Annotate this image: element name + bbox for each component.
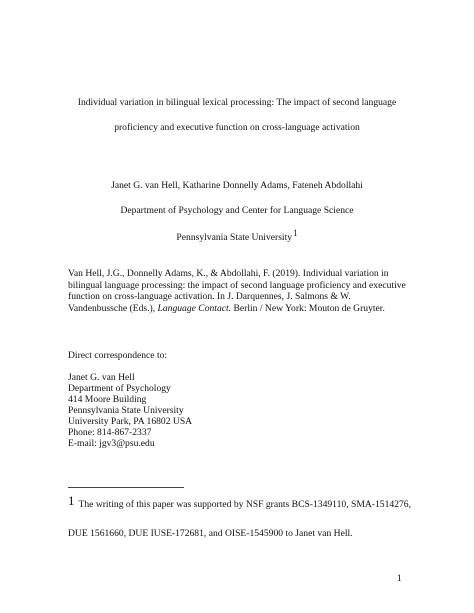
citation-line-4 — [68, 303, 410, 315]
footnote-text-2: DUE 1561660, DUE IUSE-172681, and OISE-1545900 to Janet van Hell. — [68, 528, 353, 539]
title-line-1: Individual variation in bilingual lexical processing: The impact of second language — [77, 97, 397, 108]
affiliation-university-line — [0, 228, 474, 244]
correspondence-building: 414 Moore Building — [68, 394, 147, 405]
footnote-line-1 — [68, 495, 411, 511]
correspondence-department: Department of Psychology — [68, 383, 171, 394]
correspondence-email: E-mail: jgv3@psu.edu — [68, 438, 155, 449]
citation-line: Van Hell, J.G., Donnelly Adams, K., & Abdollahi, F. (2019). Individual variation in — [68, 268, 389, 279]
footnote-divider — [68, 487, 184, 488]
citation-publisher: Berlin / New York: Mouton de Gruyter. — [231, 302, 385, 314]
author-list: Janet G. van Hell, Katharine Donnelly Adams, Fateneh Abdollahi — [111, 180, 363, 191]
correspondence-phone: Phone: 814-867-2337 — [68, 427, 152, 438]
correspondence-university: Pennsylvania State University — [68, 405, 184, 416]
correspondence-heading: Direct correspondence to: — [68, 350, 168, 361]
citation-line: function on cross-language activation. In J. Darquennes, J. Salmons & W. — [68, 291, 351, 302]
footnote-reference: 1 — [293, 228, 298, 238]
citation-block — [68, 268, 410, 314]
footnote-marker: 1 — [68, 493, 75, 508]
correspondence-address — [68, 372, 192, 449]
affiliation-department: Department of Psychology and Center for Language Science — [120, 205, 354, 216]
correspondence-name: Janet G. van Hell — [68, 372, 135, 383]
footnote-text-1: The writing of this paper was supported by NSF grants BCS-1349110, SMA-1514276, — [78, 499, 411, 510]
affiliation-university: Pennsylvania State University — [176, 232, 293, 243]
citation-line: bilingual language processing: the impact of second language proficiency and executive — [68, 279, 406, 291]
correspondence-city: University Park, PA 16802 USA — [68, 416, 193, 427]
page-number: 1 — [397, 573, 402, 584]
citation-editors: Vandenbussche (Eds.), — [68, 302, 158, 314]
title-line-2: proficiency and executive function on cross-language activation — [114, 122, 360, 133]
book-title: Language Contact. — [157, 302, 232, 314]
